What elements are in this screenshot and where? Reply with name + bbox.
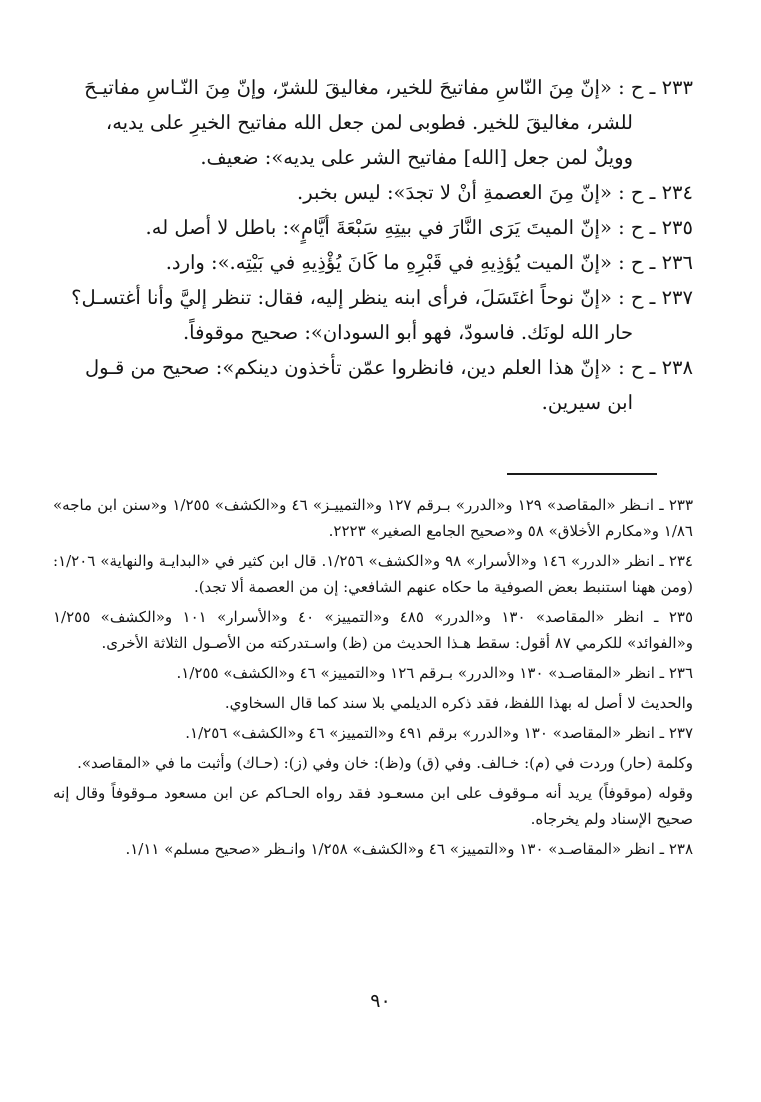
entry-text: ـ ح : «إنّ مِنَ النّاسِ مفاتيحَ للخير، مغاليقَ للشرّ، وإنّ مِنَ النّـاسِ مفاتيـحَ: [84, 76, 656, 99]
entry-text: ـ ح : «إنّ الميتَ يَرَى النَّارَ في بيتِهِ سَبْعَةَ أيَّامٍ»: باطل لا أصل له.: [145, 216, 656, 239]
entry-text: ـ ح : «إنّ الميت يُؤذِيهِ في قَبْرِهِ ما كَانَ يُؤْذِيهِ في بَيْتِه.»: وارد.: [165, 251, 656, 274]
entry-text: ـ ح : «إنّ نوحاً اغتَسَلَ، فرأى ابنه ينظر إليه، فقال: تنظر إليَّ وأنا أغتسـل؟: [71, 286, 656, 309]
entry-234: [53, 175, 693, 210]
footnote-237: ٢٣٧ ـ انظر «المقاصد» ١٣٠ و«الدرر» برقم ٤٩١ و«التمييز» ٤٦ و«الكشف» ١/٢٥٦.: [185, 724, 693, 742]
footnote-237-remark: وكلمة (حار) وردت في (م): خـالف. وفي (ق) و(ظ): خان وفي (ز): (حـاك) وأثبت ما في «المقاصد».: [77, 754, 693, 772]
entry-number: ٢٣٥: [661, 216, 693, 239]
entry-235: [53, 210, 693, 245]
entry-238: [53, 350, 693, 420]
entry-text-continued: وويلٌ لمن جعل [الله] مفاتيح الشر على يديه»: ضعيف.: [200, 146, 633, 169]
footnotes: [53, 492, 693, 862]
hadith-entries: [53, 70, 693, 420]
entry-236: [53, 245, 693, 280]
entry-number: ٢٣٧: [661, 286, 693, 309]
footnote-237-remark-2: وقوله (موقوفاً) يريد أنه مـوقوف على ابن مسعـود فقد رواه الحـاكم عن ابن مسعود مـوقوفاً وقال إنه صحيح الإسناد ولم يخرجاه.: [53, 784, 693, 828]
entry-text-continued: للشر، مغاليقَ للخير. فطوبى لمن جعل الله مفاتيح الخيرِ على يديه،: [105, 111, 633, 134]
entry-text: ـ ح : «إنّ هذا العلم دين، فانظروا عمّن تأخذون دينكم»: صحيح من قـول: [85, 356, 656, 379]
footnote-236-remark: والحديث لا أصل له بهذا اللفظ، فقد ذكره الديلمي بلا سند كما قال السخاوي.: [224, 694, 693, 712]
entry-number: ٢٣٨: [661, 356, 693, 379]
entry-237: [53, 280, 693, 350]
footnote-234: ٢٣٤ ـ انظر «الدرر» ١٤٦ و«الأسرار» ٩٨ و«الكشف» ١/٢٥٦. قال ابن كثير في «البدايـة والنهاية» ١/٢٠٦: (ومن ههنا استنبط بعض الصوفية ما حكاه عنهم الشافعي: إن من العصمة ألا تجد).: [53, 552, 693, 596]
entry-number: ٢٣٣: [661, 76, 693, 99]
entry-233: [53, 70, 693, 175]
entry-number: ٢٣٤: [661, 181, 693, 204]
footnote-divider: [507, 473, 657, 475]
footnote-236: ٢٣٦ ـ انظر «المقاصـد» ١٣٠ و«الدرر» بـرقم ١٢٦ و«التمييز» ٤٦ و«الكشف» ١/٢٥٥.: [176, 664, 693, 682]
footnote-235: ٢٣٥ ـ انظر «المقاصد» ١٣٠ و«الدرر» ٤٨٥ و«التمييز» ٤٠ و«الأسرار» ١٠١ و«الكشف» ١/٢٥٥ و«الفوائد» للكرمي ٨٧ أقول: سقط هـذا الحديث من (ظ) واسـتدركته من الأصـول الثلاثة الأخرى.: [53, 608, 693, 652]
entry-text: ـ ح : «إنّ مِنَ العصمةِ أنْ لا تجدَ»: ليس بخبر.: [297, 181, 656, 204]
entry-text-continued: حار الله لونَك. فاسودّ، فهو أبو السودان»: صحيح موقوفاً.: [182, 321, 633, 344]
entry-text-continued: ابن سيرين.: [541, 391, 633, 414]
entry-number: ٢٣٦: [661, 251, 693, 274]
footnote-238: ٢٣٨ ـ انظر «المقاصـد» ١٣٠ و«التمييز» ٤٦ و«الكشف» ١/٢٥٨ وانـظر «صحيح مسلم» ١/١١.: [125, 840, 693, 858]
footnote-233: ٢٣٣ ـ انـظر «المقاصد» ١٢٩ و«الدرر» بـرقم ١٢٧ و«التمييـز» ٤٦ و«الكشف» ١/٢٥٥ و«سنن ابن ماجه» ١/٨٦ و«مكارم الأخلاق» ٥٨ و«صحيح الجامع الصغير» ٢٢٢٣.: [53, 496, 693, 540]
page-number: ٩٠: [370, 990, 391, 1012]
